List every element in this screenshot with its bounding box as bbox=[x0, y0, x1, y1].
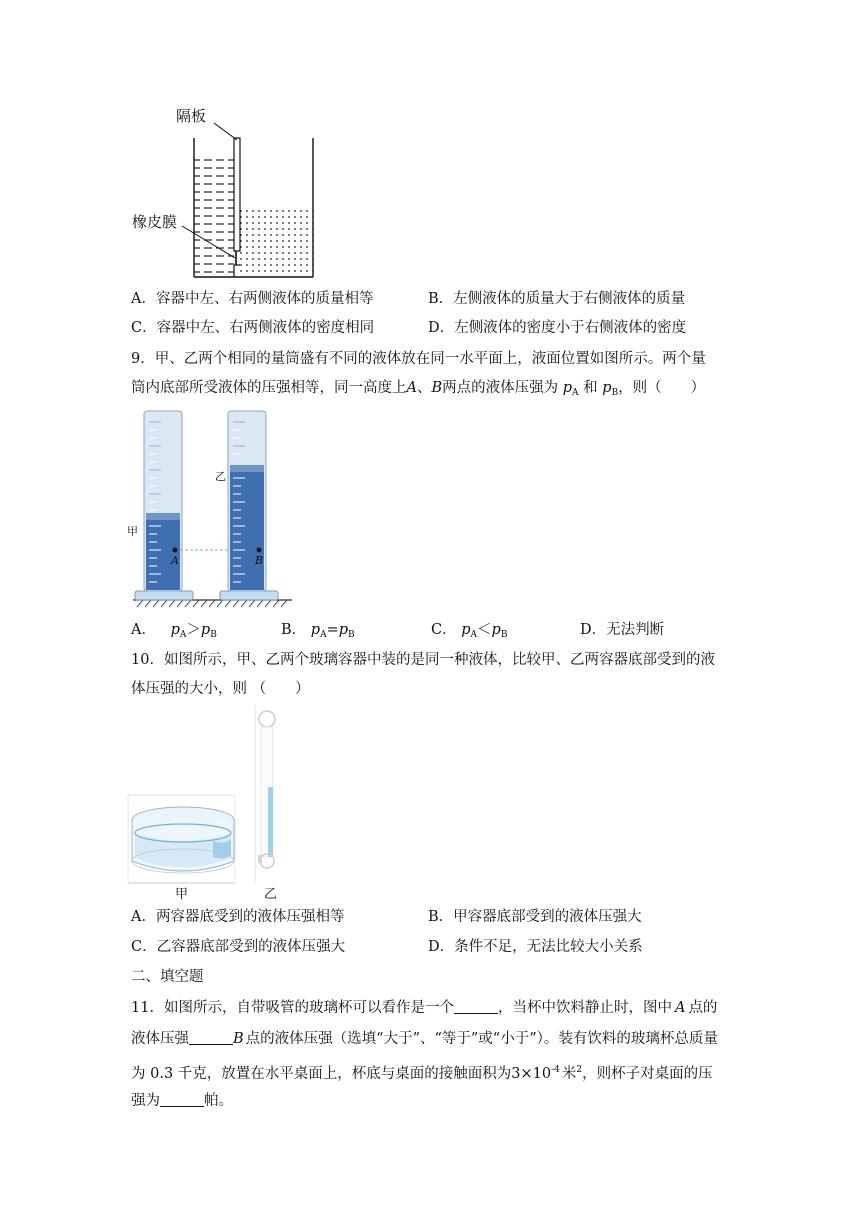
q11-line1-a: 11．如图所示，自带吸管的玻璃杯可以看作是一个 bbox=[131, 1000, 454, 1016]
q9-option-b-p1: p bbox=[310, 622, 321, 638]
q9-option-c-rel: ＜ bbox=[477, 622, 492, 638]
q9-option-d: D．无法判断 bbox=[580, 622, 665, 638]
q9-option-c-p1: p bbox=[461, 622, 471, 638]
q9-option-a-prefix: A． bbox=[131, 622, 156, 638]
q9-option-a bbox=[131, 620, 217, 645]
glass-yi-label: 乙 bbox=[264, 887, 278, 902]
q11-line2-b: 点的液体压强（选填“大于”、“等于”或“小于”）。装有饮料的玻璃杯总质量 bbox=[245, 1031, 718, 1047]
q11-line4 bbox=[131, 1091, 233, 1111]
q10-option-d: D．条件不足，无法比较大小关系 bbox=[428, 939, 643, 955]
q11-area-unit: 米 bbox=[561, 1065, 577, 1082]
q9-p-b: p bbox=[602, 380, 612, 396]
q11-blank-1[interactable] bbox=[454, 999, 498, 1014]
point-b-label: B bbox=[255, 554, 264, 567]
q9-stem-text-a: 筒内底部所受液体的压强相等，同一高度上 bbox=[131, 380, 407, 396]
q9-option-b-sub1: A bbox=[320, 630, 327, 640]
q9-stem-text-c: ，则（ ） bbox=[618, 380, 706, 396]
q11-var-a: A bbox=[674, 1000, 686, 1016]
q9-p-a: p bbox=[562, 380, 573, 396]
q9-option-c bbox=[431, 620, 507, 645]
q9-option-a-p2: p bbox=[200, 622, 211, 638]
q8-figure bbox=[130, 100, 330, 285]
q9-figure bbox=[127, 408, 297, 608]
partition-container-diagram bbox=[130, 100, 330, 285]
q10-option-c: C．乙容器底部受到的液体压强大 bbox=[131, 939, 346, 955]
q9-option-a-sub1: A bbox=[179, 630, 187, 640]
q10-figure bbox=[127, 705, 297, 900]
q9-and: 和 bbox=[583, 380, 598, 396]
q8-option-b: B．左侧液体的质量大于右侧液体的质量 bbox=[428, 291, 686, 307]
q9-stem-line1: 9．甲、乙两个相同的量筒盛有不同的液体放在同一水平面上，液面位置如图所示。两个量 bbox=[131, 351, 706, 367]
q11-line2-a: 液体压强 bbox=[131, 1031, 189, 1047]
q11-line3-b: ，则杯子对桌面的压 bbox=[582, 1065, 713, 1082]
q10-option-b: B．甲容器底部受到的液体压强大 bbox=[428, 909, 642, 925]
q9-option-c-prefix: C． bbox=[431, 622, 457, 638]
q11-line4-b: 帕。 bbox=[204, 1093, 233, 1109]
q9-option-c-p2: p bbox=[491, 622, 501, 638]
q11-line1-c: 点的 bbox=[688, 1000, 718, 1016]
q11-area-value: 3×10 bbox=[511, 1065, 552, 1082]
q11-blank-2[interactable] bbox=[189, 1030, 233, 1045]
q8-option-a: A．容器中左、右两侧液体的质量相等 bbox=[131, 291, 374, 307]
q11-line1 bbox=[131, 998, 717, 1018]
graduated-cylinders-diagram bbox=[127, 408, 297, 608]
q9-option-b-p2: p bbox=[338, 622, 349, 638]
q9-var-b: B bbox=[431, 380, 443, 396]
q11-var-b: B bbox=[233, 1031, 244, 1047]
q9-p-a-sub: A bbox=[572, 388, 579, 398]
q9-option-b bbox=[281, 620, 355, 645]
q9-p-b-sub: B bbox=[611, 388, 619, 398]
membrane-label: 橡皮膜 bbox=[132, 213, 178, 231]
q9-option-c-sub1: A bbox=[470, 630, 478, 640]
cylinder-jia-label: 甲 bbox=[127, 525, 138, 538]
q9-option-a-p1: p bbox=[170, 622, 180, 638]
point-a-label: A bbox=[171, 554, 179, 567]
q11-line3-a: 为 0.3 千克，放置在水平桌面上，杯底与桌面的接触面积为 bbox=[131, 1065, 512, 1082]
partition-label: 隔板 bbox=[176, 107, 207, 125]
cylinder-yi-label: 乙 bbox=[215, 470, 226, 483]
q11-blank-3[interactable] bbox=[160, 1092, 204, 1107]
glass-containers-diagram bbox=[127, 705, 297, 900]
glass-jia-label: 甲 bbox=[175, 887, 189, 902]
q10-option-a: A．两容器底受到的液体压强相等 bbox=[131, 909, 345, 925]
q9-stem-line2 bbox=[131, 378, 705, 403]
q9-option-b-rel: = bbox=[326, 622, 339, 638]
q9-option-b-sub2: B bbox=[348, 630, 355, 640]
q9-option-c-sub2: B bbox=[500, 630, 508, 640]
q9-option-b-prefix: B． bbox=[281, 622, 307, 638]
q11-line2 bbox=[131, 1029, 718, 1049]
q11-area-exp: -4 bbox=[551, 1065, 560, 1075]
section-title: 二、填空题 bbox=[131, 969, 204, 985]
q11-line4-a: 强为 bbox=[131, 1093, 160, 1109]
q9-var-a: A bbox=[406, 380, 417, 396]
q8-option-d: D．左侧液体的密度小于右侧液体的密度 bbox=[428, 320, 687, 336]
q8-option-c: C．容器中左、右两侧液体的密度相同 bbox=[131, 320, 375, 336]
q9-sep: 、 bbox=[416, 380, 432, 396]
q10-stem-line1: 10．如图所示，甲、乙两个玻璃容器中装的是同一种液体，比较甲、乙两容器底部受到的液 bbox=[131, 652, 715, 668]
q9-option-a-sub2: B bbox=[210, 630, 217, 640]
q11-line3 bbox=[131, 1060, 713, 1084]
q11-area-unit-exp: 2 bbox=[576, 1065, 583, 1075]
q9-stem-text-b: 两点的液体压强为 bbox=[442, 380, 559, 396]
q9-option-a-rel: ＞ bbox=[186, 622, 201, 638]
q10-stem-line2: 体压强的大小，则 （ ） bbox=[131, 681, 310, 697]
q11-line1-b: ，当杯中饮料静止时，图中 bbox=[497, 1000, 672, 1016]
